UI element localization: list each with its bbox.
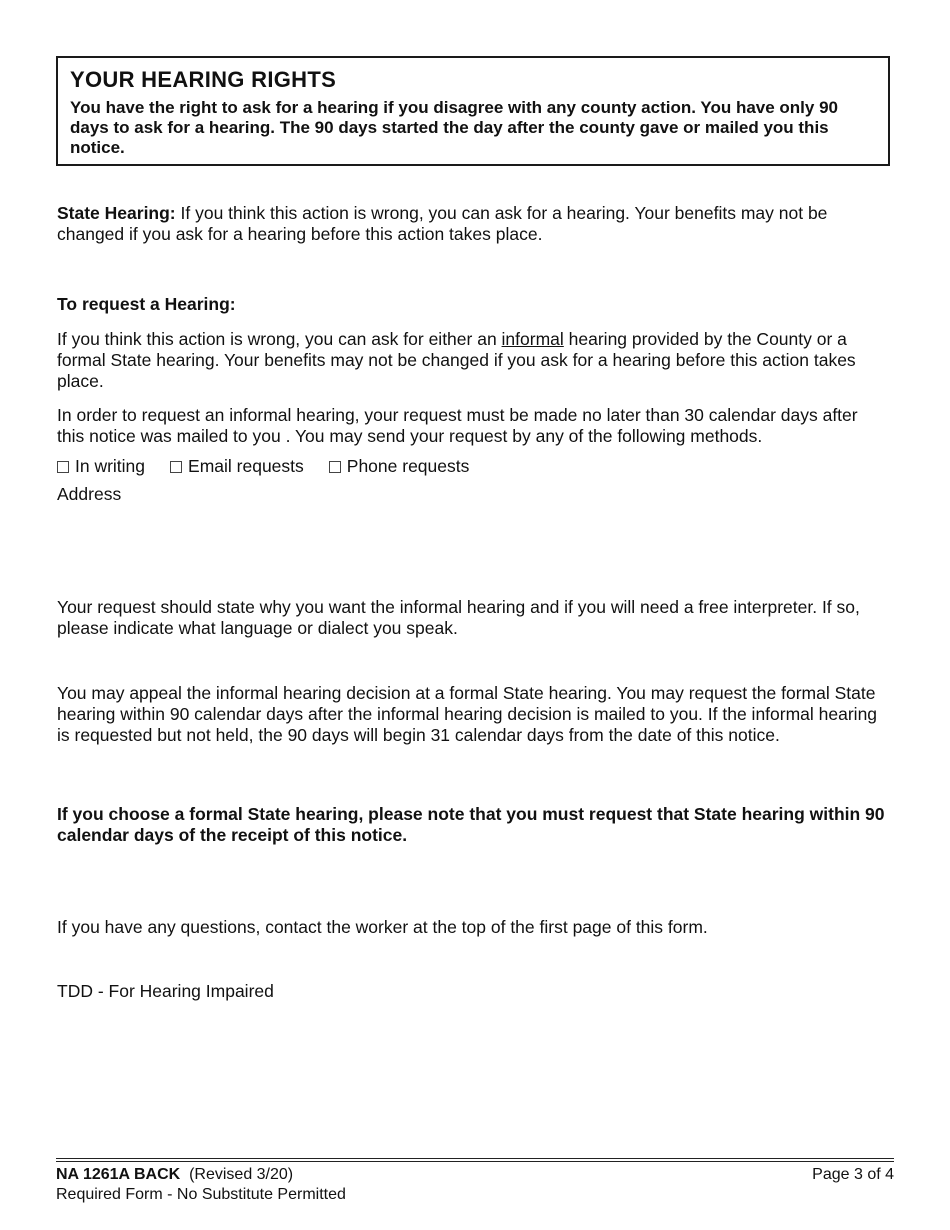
form-revision: (Revised 3/20) [189, 1166, 294, 1183]
phone-label: Phone requests [346, 456, 470, 476]
in-writing-label: In writing [75, 456, 146, 476]
footer-rule-top [56, 1158, 894, 1159]
request-paragraph [57, 329, 889, 392]
address-label: Address [57, 484, 122, 504]
method-email[interactable] [170, 456, 304, 477]
in-writing-checkbox[interactable] [57, 461, 69, 473]
appeal-paragraph: You may appeal the informal hearing decision at a formal State hearing. You may request the formal State hearing within 90 calendar days after the informal hearing decision is mailed to you. If the informal hearing is requested but not held, the 90 days will begin 31 calendar days from the date of this notice. [57, 683, 878, 745]
request-text-before: If you think this action is wrong, you can ask for either an [57, 329, 502, 349]
hearing-rights-title: YOUR HEARING RIGHTS [70, 67, 337, 92]
informal-underlined: informal [501, 329, 564, 349]
email-label: Email requests [188, 456, 304, 476]
questions-text: If you have any questions, contact the worker at the top of the first page of this form. [57, 917, 708, 937]
phone-checkbox[interactable] [329, 461, 341, 473]
request-text-after: hearing provided by the County or a formal State hearing. Your benefits may not be changed if you ask for a hearing before this action takes place. [57, 329, 856, 391]
required-form-text: Required Form - No Substitute Permitted [56, 1186, 346, 1203]
formal-hearing-note: If you choose a formal State hearing, please note that you must request that State hearing within 90 calendar days of the receipt of this notice. [57, 804, 885, 845]
footer-form-line [56, 1165, 346, 1185]
page-number: Page 3 of 4 [812, 1166, 894, 1183]
hearing-rights-box [56, 56, 890, 166]
state-hearing-label: State Hearing: [57, 203, 176, 223]
footer-left [56, 1165, 346, 1205]
method-in-writing[interactable] [57, 456, 145, 477]
request-heading: To request a Hearing: [57, 294, 236, 314]
method-phone[interactable] [329, 456, 470, 477]
tdd-text: TDD - For Hearing Impaired [57, 981, 274, 1001]
form-id: NA 1261A BACK [56, 1166, 181, 1183]
interpreter-paragraph: Your request should state why you want the informal hearing and if you will need a free interpreter. If so, please indicate what language or dialect you speak. [57, 597, 860, 638]
footer-rule-bottom [56, 1161, 894, 1162]
state-hearing-paragraph [57, 203, 889, 245]
email-checkbox[interactable] [170, 461, 182, 473]
informal-request-paragraph: In order to request an informal hearing, your request must be made no later than 30 calendar days after this notice was mailed to you . You may send your request by any of the following methods. [57, 405, 858, 446]
request-methods [57, 456, 494, 477]
hearing-rights-text: You have the right to ask for a hearing if you disagree with any county action. You have only 90 days to ask for a hearing. The 90 days started the day after the county gave or mailed you this notice. [70, 98, 838, 157]
state-hearing-text: If you think this action is wrong, you can ask for a hearing. Your benefits may not be changed if you ask for a hearing before this action takes place. [57, 203, 828, 244]
